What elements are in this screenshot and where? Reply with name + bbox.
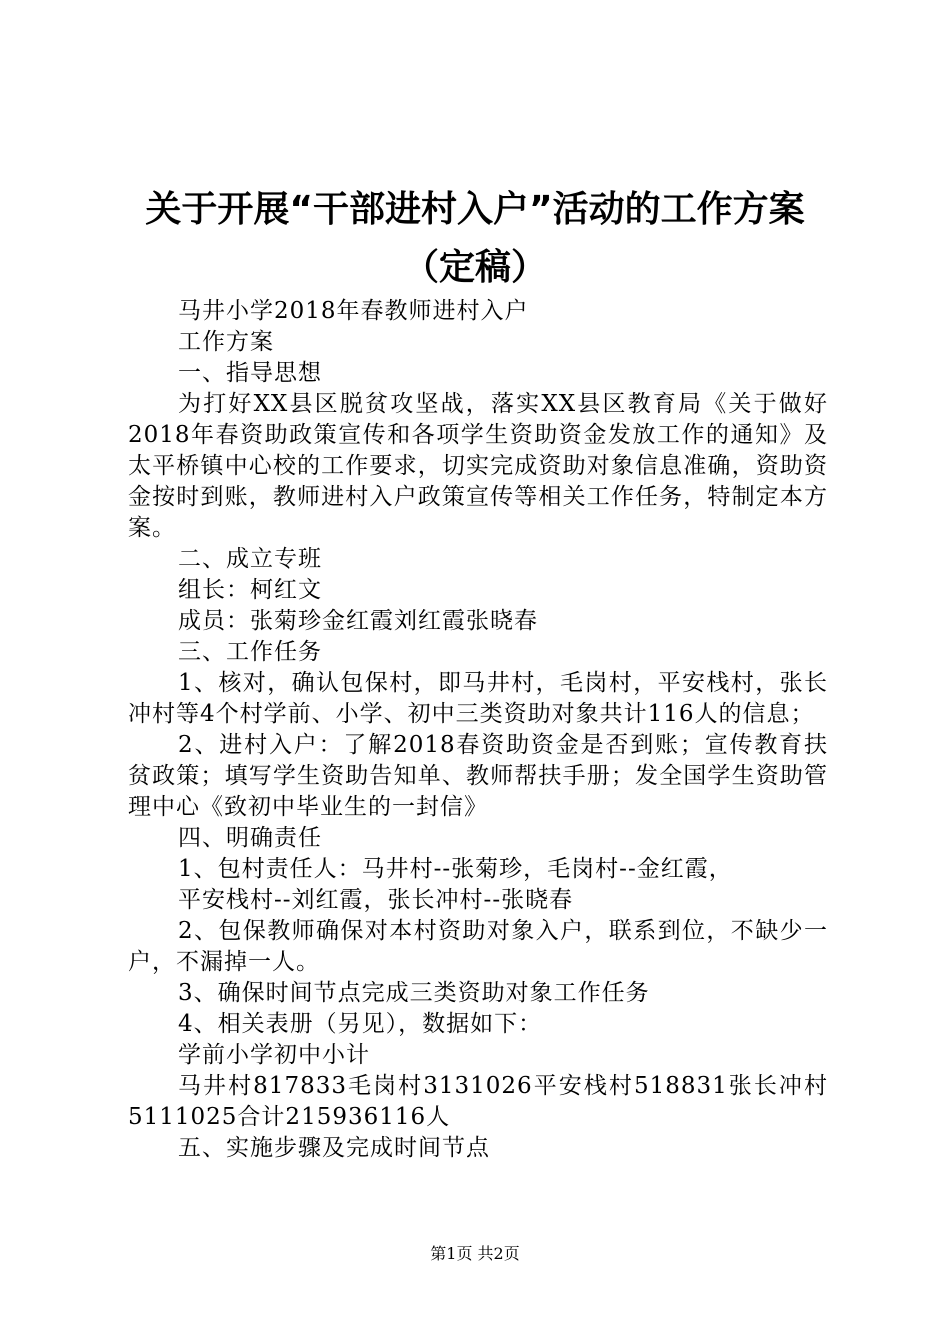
document-title: 关于开展“干部进村入户”活动的工作方案: [145, 189, 805, 230]
section-heading-responsibility: 四、明确责任: [178, 825, 322, 851]
section-heading-team: 二、成立专班: [178, 546, 322, 572]
paragraph-plan-heading: 工作方案: [178, 329, 274, 355]
paragraph-table-header: 学前小学初中小计: [178, 1042, 370, 1068]
paragraph-responsibility-1: 1、包村责任人：马井村--张菊珍，毛岗村--金红霞，: [178, 856, 733, 882]
document-body: [128, 296, 828, 1164]
paragraph-task-1: 1、核对，确认包保村，即马井村，毛岗村，平安栈村，张长冲村等4个村学前、小学、初中三类资助对象共计116人的信息；: [128, 670, 828, 727]
paragraph-school-heading: 马井小学2018年春教师进村入户: [178, 298, 529, 324]
paragraph-team-members: 成员：张菊珍金红霞刘红霞张晓春: [178, 608, 538, 634]
paragraph-responsibility-2: 2、包保教师确保对本村资助对象入户，联系到位，不缺少一户，不漏掉一人。: [128, 918, 828, 975]
paragraph-table-data: 马井村817833毛岗村3131026平安栈村518831张长冲村5111025合计215936116人: [128, 1073, 828, 1130]
paragraph-responsibility-3: 3、确保时间节点完成三类资助对象工作任务: [178, 980, 650, 1006]
document-subtitle: （定稿）: [402, 247, 547, 288]
paragraph-responsibility-4: 4、相关表册（另见），数据如下：: [178, 1011, 543, 1037]
paragraph-responsibility-1-cont: 平安栈村--刘红霞，张长冲村--张晓春: [178, 887, 574, 913]
section-heading-guiding-thought: 一、指导思想: [178, 360, 322, 386]
page-footer: 第1页 共2页: [430, 1244, 520, 1263]
section-heading-steps: 五、实施步骤及完成时间节点: [178, 1135, 490, 1161]
section-heading-tasks: 三、工作任务: [178, 639, 322, 665]
paragraph-task-2: 2、进村入户：了解2018春资助资金是否到账；宣传教育扶贫政策；填写学生资助告知单、教师帮扶手册；发全国学生资助管理中心《致初中毕业生的一封信》: [128, 732, 828, 820]
paragraph-guiding-thought: 为打好XX县区脱贫攻坚战，落实XX县区教育局《关于做好2018年春资助政策宣传和各项学生资助资金发放工作的通知》及太平桥镇中心校的工作要求，切实完成资助对象信息准确，资助资金按时到账，教师进村入户政策宣传等相关工作任务，特制定本方案。: [128, 391, 828, 541]
paragraph-team-leader: 组长：柯红文: [178, 577, 322, 603]
